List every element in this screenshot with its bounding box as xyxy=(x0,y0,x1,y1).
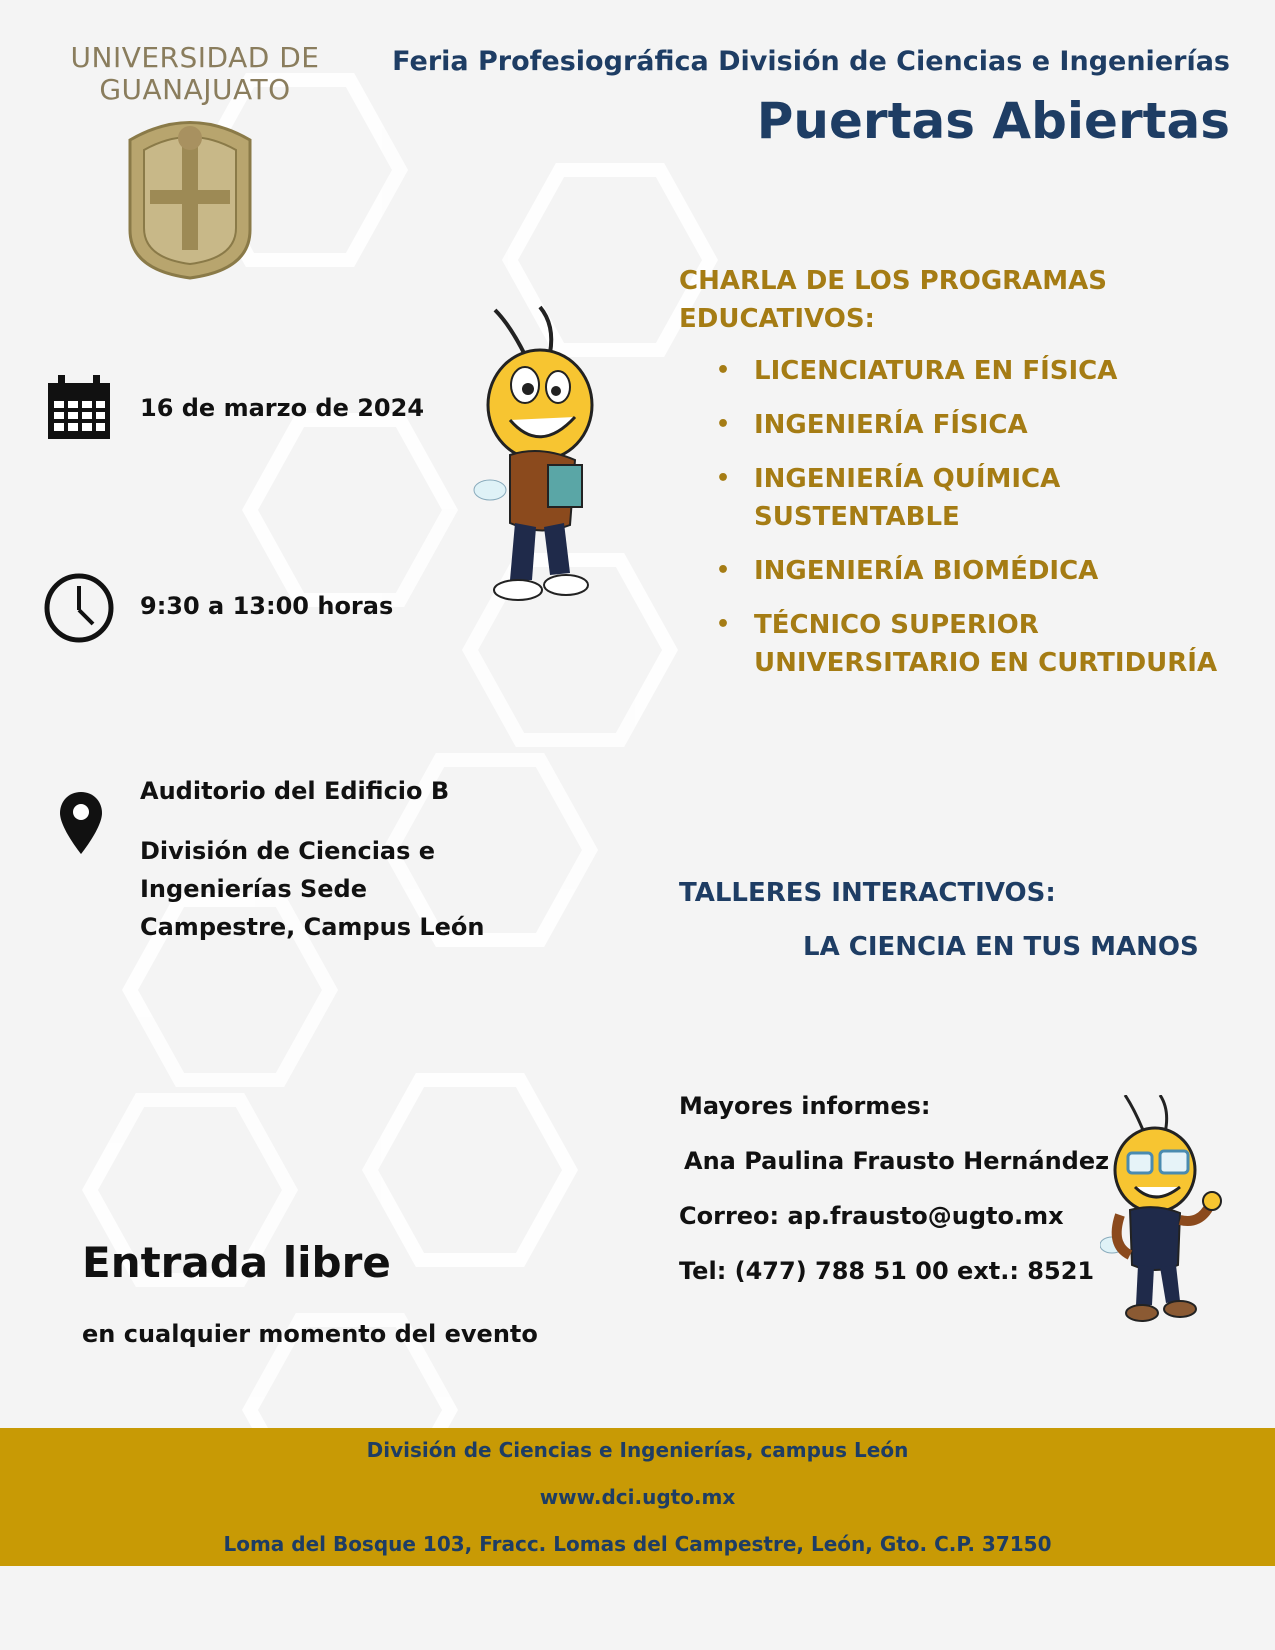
program-item xyxy=(710,406,1250,444)
programs-heading-line2: EDUCATIVOS: xyxy=(679,304,875,334)
clock-icon xyxy=(43,572,115,644)
location-line-3: Ingenierías Sede xyxy=(140,875,367,903)
map-pin-icon xyxy=(58,790,104,856)
program-item-label-cont: UNIVERSITARIO EN CURTIDURÍA xyxy=(754,648,1218,678)
program-item xyxy=(710,352,1250,390)
event-date: 16 de marzo de 2024 xyxy=(140,394,425,422)
contact-email[interactable]: Correo: ap.frausto@ugto.mx xyxy=(679,1202,1064,1230)
program-item-label: • INGENIERÍA FÍSICA xyxy=(754,410,1028,440)
location-venue: Auditorio del Edificio B xyxy=(140,777,450,805)
university-logo-text xyxy=(50,42,340,106)
program-item xyxy=(710,460,1250,536)
university-name-line2: GUANAJUATO xyxy=(99,73,291,106)
location-line-4: Campestre, Campus León xyxy=(140,913,485,941)
contact-name: Ana Paulina Frausto Hernández xyxy=(684,1147,1110,1175)
program-item xyxy=(710,552,1250,590)
event-time: 9:30 a 13:00 horas xyxy=(140,592,394,620)
contact-phone: Tel: (477) 788 51 00 ext.: 8521 xyxy=(679,1257,1095,1285)
program-item-label: • INGENIERÍA BIOMÉDICA xyxy=(754,556,1099,586)
programs-list xyxy=(710,352,1250,698)
university-seal-icon xyxy=(120,110,260,280)
admission-subtitle: en cualquier momento del evento xyxy=(82,1320,538,1348)
location-line-2: División de Ciencias e xyxy=(140,837,436,865)
footer-band xyxy=(0,1428,1275,1566)
programs-heading xyxy=(679,262,1199,338)
footer-website-link[interactable]: www.dci.ugto.mx xyxy=(539,1485,736,1509)
admission-title: Entrada libre xyxy=(82,1238,391,1287)
program-item-label: • TÉCNICO SUPERIOR xyxy=(754,610,1039,640)
bee-mascot-books-image xyxy=(470,305,610,615)
workshops-name: LA CIENCIA EN TUS MANOS xyxy=(803,932,1199,962)
program-item xyxy=(710,606,1250,682)
workshops-heading: TALLERES INTERACTIVOS: xyxy=(679,878,1056,908)
contact-heading: Mayores informes: xyxy=(679,1092,931,1120)
main-title: Puertas Abiertas xyxy=(756,92,1230,150)
bee-mascot-glasses-image xyxy=(1100,1095,1230,1330)
programs-heading-line1: CHARLA DE LOS PROGRAMAS xyxy=(679,266,1108,296)
program-item-label: • LICENCIATURA EN FÍSICA xyxy=(754,356,1118,386)
footer-division: División de Ciencias e Ingenierías, campus León xyxy=(366,1438,909,1462)
program-item-label-cont: SUSTENTABLE xyxy=(754,502,960,532)
fair-title: Feria Profesiográfica División de Ciencias e Ingenierías xyxy=(392,46,1230,77)
footer-address: Loma del Bosque 103, Fracc. Lomas del Campestre, León, Gto. C.P. 37150 xyxy=(223,1532,1052,1556)
location-address xyxy=(140,832,484,946)
calendar-icon xyxy=(46,375,112,441)
university-name-line1: UNIVERSIDAD DE xyxy=(70,41,320,74)
program-item-label: • INGENIERÍA QUÍMICA xyxy=(754,464,1061,494)
